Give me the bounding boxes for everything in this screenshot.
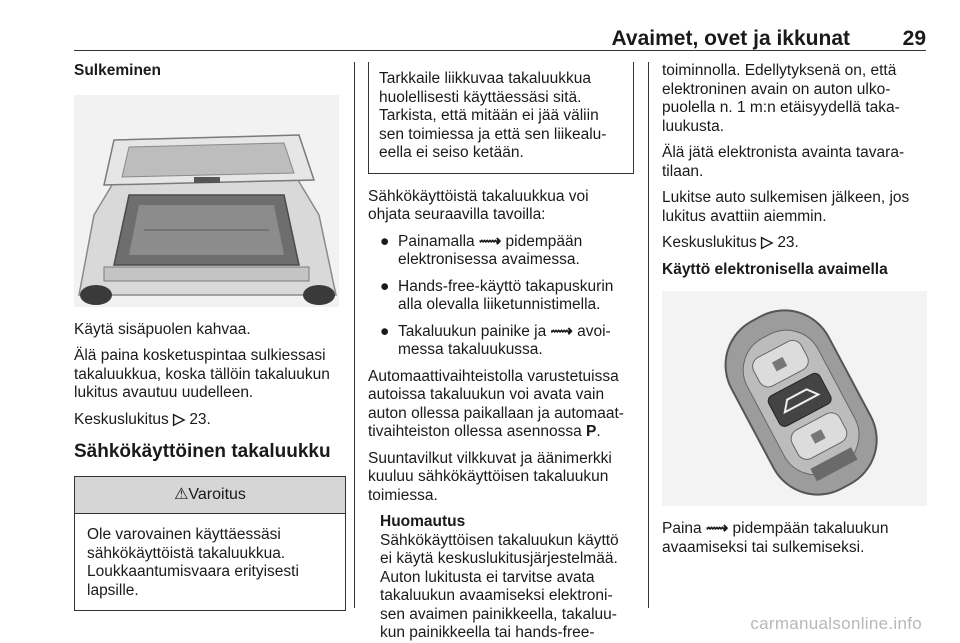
header-title: Avaimet, ovet ja ikkunat [611,27,850,50]
xref-central-locking: Keskuslukitus ▷ 23. [74,410,211,428]
paragraph-signals: Suuntavilkut vilkkuvat ja äänimerkki kuuluu sähkökäyttöisen takaluukun toimiessa. [368,449,612,504]
paragraph-touch-surface: Älä paina kosketuspintaa sulkiessasi takaluukkua, koska tällöin takaluukun lukitus avautuu uudelleen. [74,347,330,401]
watermark: carmanualsonline.info [750,614,922,633]
paragraph-continuation: toiminnolla. Edellytyksenä on, että elektroninen avain on auton ulko-puolella n. 1 m:n etäisyydellä taka-luukusta. [662,62,900,135]
list-item: ● Takaluukun painike ja ⟿ avoi-messa takaluukussa. [380,322,611,358]
warning-triangle-icon: ⚠ [174,485,189,503]
gear-position-p: P [586,423,597,440]
paragraph-control-intro: Sähkökäyttöistä takaluukkua voi ohjata seuraavilla tavoilla: [368,187,589,223]
tailgate-car-icon: ⟿ [705,520,729,537]
paragraph-key-in-trunk: Älä jätä elektronista avainta tavara-tilaan. [662,144,905,180]
triangle-right-icon: ▷ [761,234,773,251]
warning-header [75,477,345,515]
column-divider-1 [354,62,355,608]
key-caption: Paina ⟿ pidempään takaluukun avaamiseksi tai sulkemiseksi. [662,520,889,556]
list-item: ● Painamalla ⟿ pidempään elektronisessa avaimessa. [380,232,583,268]
note-text: Sähkökäyttöisen takaluukun käyttö ei käytä keskuslukitusjärjestelmää. Auton lukitusta ei tarvitse avata takaluukun avaamiseksi elektroni-sen avaimen painikkeella, takaluu-kun painikkeella tai hands-free- [380,531,619,641]
column-2 [368,62,634,643]
warning-title: Varoitus [188,485,246,503]
paragraph-lock-after: Lukitse auto sulkemisen jälkeen, jos lukitus avattiin aiemmin. [662,189,910,225]
paragraph-automatic-transmission: Automaattivaihteistolla varustetuissa autoissa takaluukun voi avata vain auton ollessa paikallaan ja automaat-tivaihteiston ollessa asennossa P. [368,367,624,440]
triangle-right-icon: ▷ [173,410,185,428]
xref-central-locking: Keskuslukitus ▷ 23. [662,234,799,251]
key-fob-image [662,291,927,506]
paragraph-use-handle: Käytä sisäpuolen kahvaa. [74,320,251,338]
subheading-electronic-key: Käyttö elektronisella avaimella [662,260,888,278]
electronic-key-illustration [662,291,927,506]
column-1 [74,62,346,611]
note-title: Huomautus [380,513,466,530]
warning-box-continued: Tarkkaile liikkuvaa takaluukkua huolellisesti käyttäessäsi sitä. Tarkista, että mitään ei jää väliin sen toimiessa ja että sen liikealu-eella ei seiso ketään. [368,62,634,174]
tailgate-car-icon: ⟿ [550,322,573,340]
tailgate-car-icon: ⟿ [479,232,502,250]
header-divider [74,50,926,51]
section-heading-power-tailgate: Sähkökäyttöinen takaluukku [74,441,331,462]
car-open-tailgate-image [74,95,339,307]
page-number: 29 [902,27,926,50]
tailgate-open-illustration [74,95,339,307]
subheading-closing: Sulkeminen [74,62,161,79]
column-divider-2 [648,62,649,608]
list-item: ● Hands-free-käyttö takapuskurin alla olevalla liiketunnistimella. [380,277,614,313]
warning-text: Ole varovainen käyttäessäsi sähkökäyttöistä takaluukkua. Loukkaantumisvaara erityisesti lapsille. [87,526,299,599]
warning-box [74,476,346,612]
note-block [368,513,634,643]
column-3 [662,62,928,565]
control-methods-list [368,233,634,360]
